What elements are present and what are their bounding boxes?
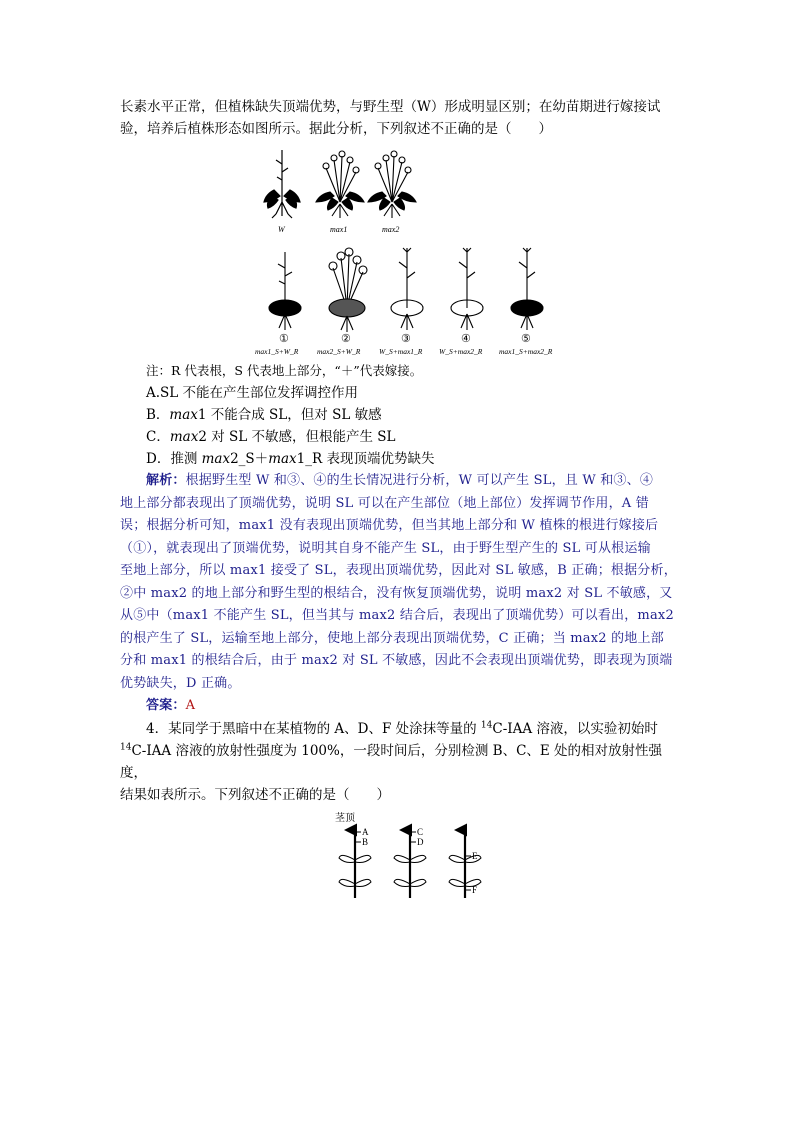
graft-label-1: max1_S+W_R <box>255 347 299 356</box>
graft-num-4: ④ <box>461 332 471 345</box>
option-d: D．推测 max2_S＋max1_R 表现顶端优势缺失 <box>146 451 435 467</box>
plant-max2-drawing <box>368 151 416 218</box>
explanation-line-9: 分和 max1 的根结合后，由于 max2 对 SL 不敏感，因此不会表现出顶端优势，即表现为顶端 <box>120 653 673 668</box>
fig-top-label-max2: max2 <box>382 225 400 234</box>
option-c: C．max2 对 SL 不敏感，但根能产生 SL <box>146 429 396 445</box>
answer-line: 答案：A <box>146 698 196 713</box>
explanation-line-4: （①），就表现出了顶端优势，说明其自身不能产生 SL，由于野生型产生的 SL 可从根运输 <box>120 540 651 556</box>
q3-stem-line-2: 验，培养后植株形态如图所示。据此分析，下列叙述不正确的是（ ） <box>120 121 552 137</box>
fig-top-label-max1: max1 <box>330 225 348 234</box>
explanation-block <box>120 470 680 695</box>
graft-label-2: max2_S+W_R <box>317 347 361 356</box>
explanation-line-7: 从⑤中（max1 不能产生 SL，但当其与 max2 结合后，表现出了顶端优势）可以看出，max2 <box>120 608 674 623</box>
grafting-figure-bottom <box>255 238 565 360</box>
q3-stem-line-1: 长素水平正常，但植株缺失顶端优势，与野生型（W）形成明显区别；在幼苗期进行嫁接试 <box>120 99 661 115</box>
point-label-a: A <box>362 826 369 837</box>
option-a: A.SL 不能在产生部位发挥调控作用 <box>146 385 359 401</box>
explanation-line-5: 至地上部分，所以 max1 接受了 SL，表现出顶端优势，因此对 SL 敏感，B 正确；根据分析， <box>120 563 677 578</box>
plant-max1-drawing <box>316 151 364 218</box>
plant-w-drawing <box>264 150 300 218</box>
document-page <box>120 96 680 905</box>
explanation-line-10: 优势缺失，D 正确。 <box>120 675 241 691</box>
graft-num-3: ③ <box>401 332 411 345</box>
explanation-line-3: 误；根据分析可知，max1 没有表现出顶端优势，但当其地上部分和 W 植株的根进行嫁接后 <box>120 518 659 533</box>
point-label-d: D <box>417 836 424 847</box>
graft-label-4: W_S+max2_R <box>439 347 483 356</box>
point-label-c: C <box>417 826 424 837</box>
point-label-e: E <box>472 850 478 861</box>
fig-top-label-w: W <box>278 225 285 234</box>
q4-stem-line-3: 结果如表所示。下列叙述不正确的是（ ） <box>120 786 390 803</box>
explanation-line-1: 解析：根据野生型 W 和③、④的生长情况进行分析，W 可以产生 SL，且 W 和③、④ <box>146 473 654 488</box>
point-label-f: F <box>472 884 478 895</box>
graft-3-drawing <box>391 248 423 330</box>
graft-num-5: ⑤ <box>521 332 531 345</box>
graft-2-drawing <box>329 248 367 332</box>
explanation-line-8: 的根产生了 SL，运输至地上部分，使地上部分表现出顶端优势，C 正确；当 max2 的地上部 <box>120 630 664 646</box>
graft-label-3: W_S+max1_R <box>379 347 423 356</box>
option-b: B．max1 不能合成 SL，但对 SL 敏感 <box>146 407 382 423</box>
graft-label-5: max1_S+max2_R <box>499 347 553 356</box>
point-label-b: B <box>362 836 369 847</box>
explanation-line-6: ②中 max2 的地上部分和野生型的根结合，没有恢复顶端优势，说明 max2 对 SL 不敏感，又 <box>120 585 673 601</box>
figure-note: 注：R 代表根，S 代表地上部分，“＋”代表嫁接。 <box>146 363 423 378</box>
stem-figure <box>335 810 495 905</box>
graft-1-drawing <box>269 252 301 330</box>
graft-5-drawing <box>511 248 543 330</box>
graft-num-1: ① <box>279 332 289 345</box>
graft-4-drawing <box>451 248 483 330</box>
q4-stem-line-1: 4．某同学于黑暗中在某植物的 A、D、F 处涂抹等量的 $^{14}$C-IAA 溶液，以实验初始时 <box>146 720 658 737</box>
q4-stem-line-2: $^{14}$C-IAA 溶液的放射性强度为 100%，一段时间后，分别检测 B、C、E 处的相对放射性强度， <box>120 742 663 781</box>
grafting-figure-top <box>260 144 420 236</box>
stem-top-title: 茎顶 <box>335 812 355 824</box>
explanation-line-2: 地上部分都表现出了顶端优势，说明 SL 可以在产生部位（地上部位）发挥调节作用，A 错 <box>120 495 649 511</box>
graft-num-2: ② <box>341 332 351 345</box>
